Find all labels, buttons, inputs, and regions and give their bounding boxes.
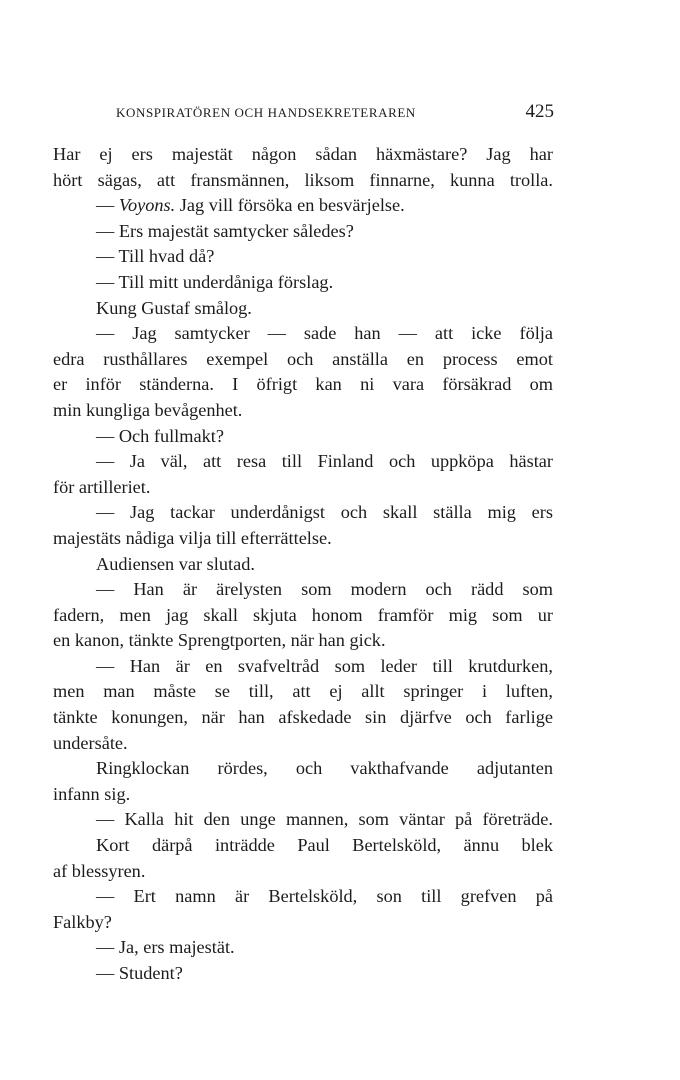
body-text — [53, 142, 553, 987]
text-line: edra rusthållares exempel och anställa en process emot — [53, 348, 553, 369]
text-line: — Ers majestät samtycker således? — [96, 220, 354, 241]
text-line: Ringklockan rördes, och vakthafvande adjutanten — [96, 758, 553, 779]
text-line: — Och fullmakt? — [96, 425, 224, 446]
text-line: — Kalla hit den unge mannen, som väntar på företräde. — [96, 809, 553, 830]
line-dash: — — [96, 195, 119, 216]
text-line: — Ert namn är Bertelsköld, son till grefven på — [96, 886, 553, 907]
text-line: Falkby? — [53, 911, 112, 932]
italic-word: Voyons. — [118, 195, 176, 216]
page-number: 425 — [525, 101, 554, 122]
text-line: af blessyren. — [53, 860, 146, 881]
text-line: majestäts nådiga vilja till efterrättelse. — [53, 527, 332, 548]
text-line: hört sägas, att fransmännen, liksom finnarne, kunna trolla. — [53, 169, 553, 190]
page-header — [116, 101, 556, 125]
text-line: men man måste se till, att ej allt springer i luften, — [53, 681, 553, 702]
text-line: — Till mitt underdåniga förslag. — [96, 271, 334, 292]
text-line: undersåte. — [53, 732, 128, 753]
line-rest: Jag vill försöka en besvärjelse. — [175, 195, 405, 216]
text-line: er inför ständerna. I öfrigt kan ni vara försäkrad om — [53, 374, 553, 395]
text-line: — Jag tackar underdånigst och skall ställa mig ers — [96, 502, 553, 523]
text-line: — Jag samtycker — sade han — att icke följa — [96, 323, 553, 344]
text-line: Kort därpå inträdde Paul Bertelsköld, ännu blek — [96, 835, 553, 856]
text-line: för artilleriet. — [53, 476, 151, 497]
text-line: Har ej ers majestät någon sådan häxmästare? Jag har — [53, 144, 553, 164]
text-line: fadern, men jag skall skjuta honom framför mig som ur — [53, 604, 553, 625]
text-line: — Till hvad då? — [96, 246, 215, 267]
text-line: Audiensen var slutad. — [96, 553, 255, 574]
text-line: en kanon, tänkte Sprengtporten, när han gick. — [53, 630, 386, 651]
text-line: infann sig. — [53, 783, 131, 804]
text-line: — Ja, ers majestät. — [96, 937, 235, 958]
text-line: — Han är en svafveltråd som leder till krutdurken, — [96, 655, 553, 676]
text-line: min kungliga bevågenhet. — [53, 399, 243, 420]
text-line: — Ja väl, att resa till Finland och uppköpa hästar — [96, 451, 553, 472]
text-line: tänkte konungen, när han afskedade sin djärfve och farlige — [53, 707, 553, 728]
text-line: Kung Gustaf smålog. — [96, 297, 252, 318]
text-line: — Student? — [96, 963, 183, 983]
text-line: — Han är ärelysten som modern och rädd som — [96, 579, 553, 600]
text-line — [53, 193, 553, 219]
running-head: KONSPIRATÖREN OCH HANDSEKRETERAREN — [116, 105, 416, 120]
